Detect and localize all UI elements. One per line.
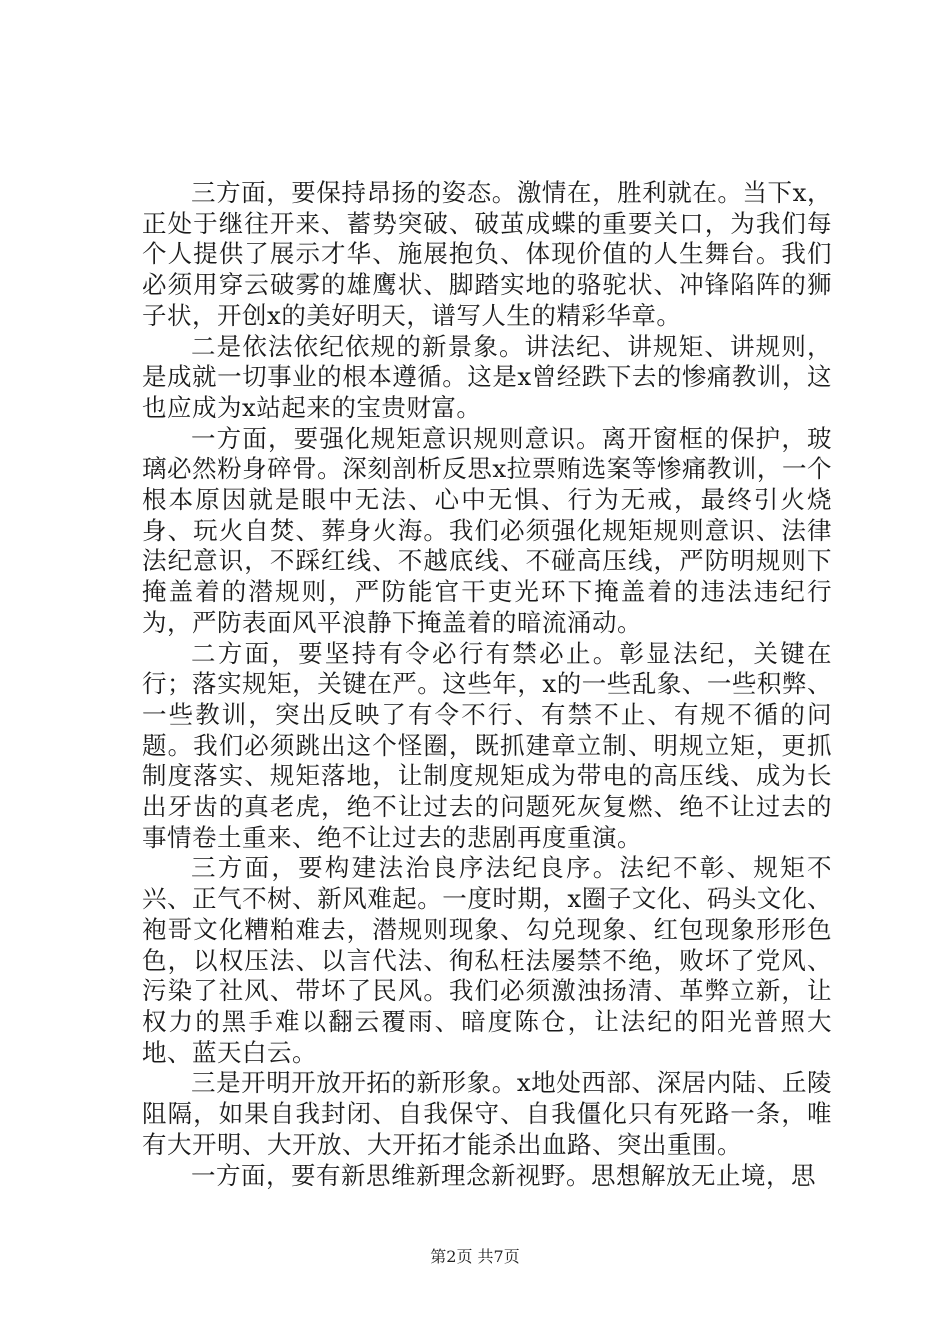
paragraph: 三方面，要构建法治良序法纪良序。法纪不彰、规矩不兴、正气不树、新风难起。一度时期，x圈子文化、码头文化、袍哥文化糟粕难去，潜规则现象、勾兑现象、红包现象形形色色，以权压法、以言代法、徇私枉法屡禁不绝，败坏了党风、污染了社风、带坏了民风。我们必须激浊扬清、革弊立新，让权力的黑手难以翻云覆雨、暗度陈仓，让法纪的阳光普照大地、蓝天白云。 [142,853,832,1067]
paragraph: 一方面，要强化规矩意识规则意识。离开窗框的保护，玻璃必然粉身碎骨。深刻剖析反思x拉票贿选案等惨痛教训，一个根本原因就是眼中无法、心中无惧、行为无戒，最终引火烧身、玩火自焚、葬身火海。我们必须强化规矩规则意识、法律法纪意识，不踩红线、不越底线、不碰高压线，严防明规则下掩盖着的潜规则，严防能官干吏光环下掩盖着的违法违纪行为，严防表面风平浪静下掩盖着的暗流涌动。 [142,423,832,637]
paragraph: 三方面，要保持昂扬的姿态。激情在，胜利就在。当下x，正处于继往开来、蓄势突破、破茧成蝶的重要关口，为我们每个人提供了展示才华、施展抱负、体现价值的人生舞台。我们必须用穿云破雾的雄鹰状、脚踏实地的骆驼状、冲锋陷阵的狮子状，开创x的美好明天，谱写人生的精彩华章。 [142,178,832,330]
page-number-footer: 第2页 共7页 [430,1247,520,1266]
paragraph: 三是开明开放开拓的新形象。x地处西部、深居内陆、丘陵阻隔，如果自我封闭、自我保守、自我僵化只有死路一条，唯有大开明、大开放、大开拓才能杀出血路、突出重围。 [142,1068,832,1159]
paragraph: 一方面，要有新思维新理念新视野。思想解放无止境，思 [191,1160,816,1190]
paragraph: 二方面，要坚持有令必行有禁必止。彰显法纪，关键在行；落实规矩，关键在严。这些年，x的一些乱象、一些积弊、一些教训，突出反映了有令不行、有禁不止、有规不循的问题。我们必须跳出这个怪圈，既抓建章立制、明规立矩，更抓制度落实、规矩落地，让制度规矩成为带电的高压线、成为长出牙齿的真老虎，绝不让过去的问题死灰复燃、绝不让过去的事情卷土重来、绝不让过去的悲剧再度重演。 [142,638,832,852]
document-body [142,178,832,1191]
paragraph: 二是依法依纪依规的新景象。讲法纪、讲规矩、讲规则，是成就一切事业的根本遵循。这是x曾经跌下去的惨痛教训，这也应成为x站起来的宝贵财富。 [142,331,832,422]
